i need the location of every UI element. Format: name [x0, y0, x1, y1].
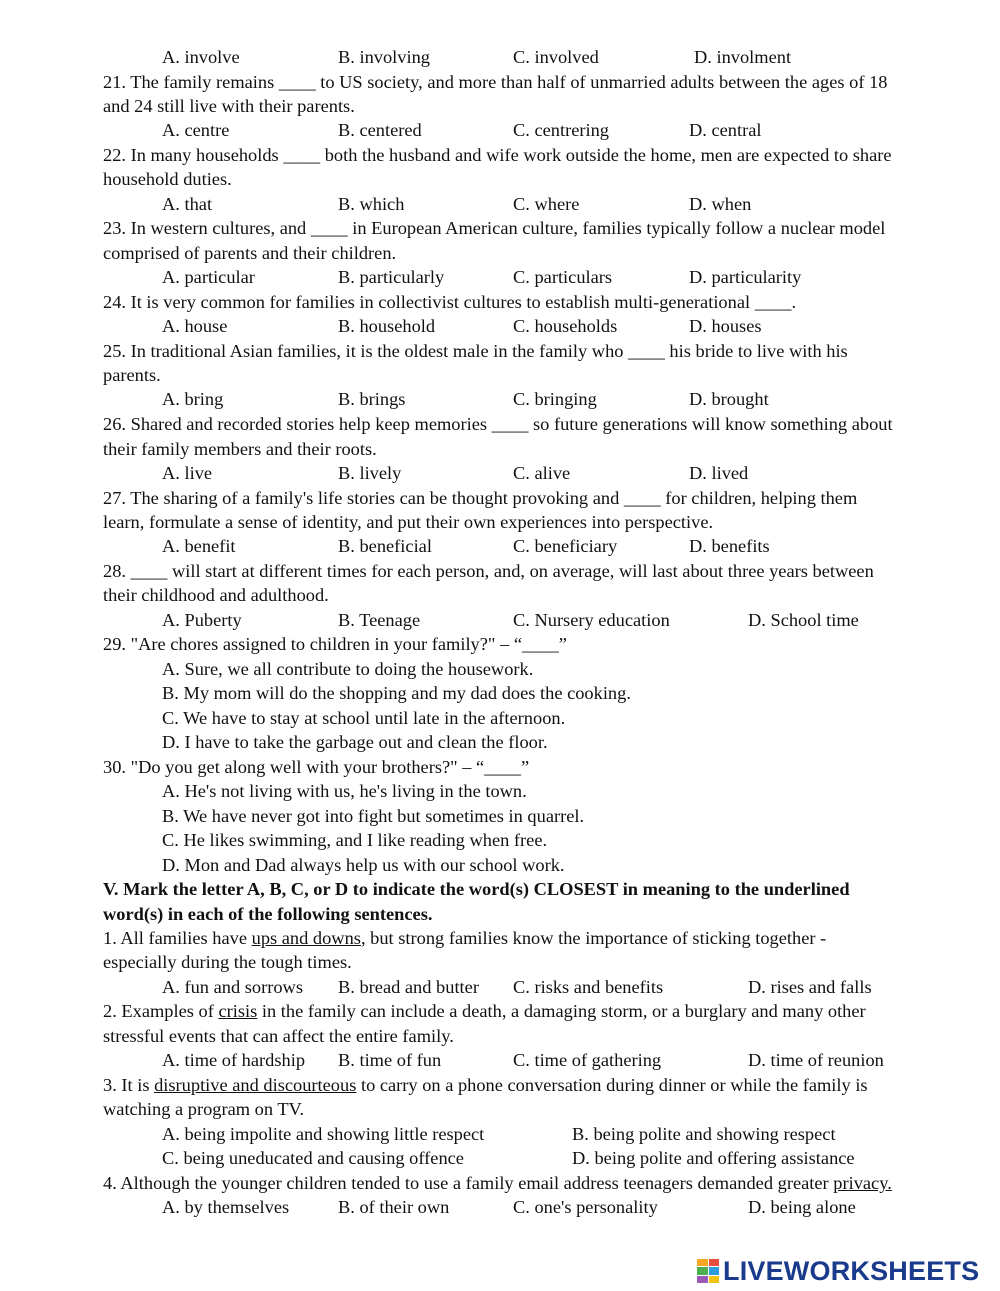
text: in the family can include a death, a damaging storm, or a burglary and many other — [257, 1001, 866, 1021]
s4-stem — [103, 1171, 892, 1195]
q27-options — [0, 534, 1000, 558]
s1-stem-cont: especially during the tough times. — [103, 952, 352, 972]
s4-options — [0, 1195, 1000, 1219]
option-b[interactable]: B. We have never got into fight but sometimes in quarrel. — [162, 806, 585, 826]
q30-stem: 30. "Do you get along well with your brothers?" – “____” — [103, 757, 530, 777]
text: 1. All families have — [103, 928, 252, 948]
option-b[interactable]: B. involving — [338, 47, 430, 67]
option-b[interactable]: B. particularly — [338, 267, 445, 287]
option-c[interactable]: C. He likes swimming, and I like reading when free. — [162, 830, 548, 850]
option-d[interactable]: D. benefits — [689, 536, 770, 556]
option-c[interactable]: C. households — [513, 316, 618, 336]
s2-stem-cont: stressful events that can affect the entire family. — [103, 1026, 454, 1046]
option-c[interactable]: C. time of gathering — [513, 1050, 662, 1070]
option-b[interactable]: B. centered — [338, 120, 422, 140]
liveworksheets-logo-icon — [697, 1259, 719, 1283]
s1-stem — [103, 926, 826, 950]
option-b[interactable]: B. brings — [338, 389, 406, 409]
option-a[interactable]: A. benefit — [162, 536, 236, 556]
option-b[interactable]: B. bread and butter — [338, 977, 479, 997]
option-d[interactable]: D. time of reunion — [748, 1050, 884, 1070]
q22-options — [0, 192, 1000, 216]
option-a[interactable]: A. time of hardship — [162, 1050, 306, 1070]
q26-options — [0, 461, 1000, 485]
option-c[interactable]: C. one's personality — [513, 1197, 658, 1217]
section-heading-cont: word(s) in each of the following sentences. — [103, 904, 433, 924]
option-d[interactable]: D. particularity — [689, 267, 802, 287]
option-d[interactable]: D. lived — [689, 463, 749, 483]
text: to carry on a phone conversation during dinner or while the family is — [356, 1075, 868, 1095]
q27-stem-cont: learn, formulate a sense of identity, and put their own experiences into perspective. — [103, 512, 714, 532]
option-a[interactable]: A. involve — [162, 47, 240, 67]
option-d[interactable]: D. houses — [689, 316, 762, 336]
q21-stem-cont: and 24 still live with their parents. — [103, 96, 355, 116]
option-a[interactable]: A. Puberty — [162, 610, 242, 630]
option-c[interactable]: C. particulars — [513, 267, 613, 287]
q28-stem-cont: their childhood and adulthood. — [103, 585, 329, 605]
q28-options — [0, 608, 1000, 632]
liveworksheets-logo[interactable] — [697, 1257, 979, 1285]
q21-stem: 21. The family remains ____ to US society, and more than half of unmarried adults between the ages of 18 — [103, 72, 888, 92]
option-c[interactable]: C. We have to stay at school until late in the afternoon. — [162, 708, 566, 728]
option-d[interactable]: D. rises and falls — [748, 977, 872, 997]
option-a[interactable]: A. being impolite and showing little respect — [162, 1124, 485, 1144]
option-c[interactable]: C. where — [513, 194, 580, 214]
option-c[interactable]: C. centrering — [513, 120, 610, 140]
option-d[interactable]: D. when — [689, 194, 752, 214]
q22-stem: 22. In many households ____ both the husband and wife work outside the home, men are expected to share — [103, 145, 892, 165]
option-a[interactable]: A. He's not living with us, he's living in the town. — [162, 781, 527, 801]
underlined-term: disruptive and discourteous — [154, 1075, 357, 1095]
option-d[interactable]: D. being polite and offering assistance — [572, 1148, 855, 1168]
option-c[interactable]: C. involved — [513, 47, 599, 67]
option-a[interactable]: A. fun and sorrows — [162, 977, 303, 997]
underlined-term: privacy. — [833, 1173, 892, 1193]
q24-options — [0, 314, 1000, 338]
option-d[interactable]: D. brought — [689, 389, 769, 409]
s2-options — [0, 1048, 1000, 1072]
option-b[interactable]: B. household — [338, 316, 436, 336]
q26-stem-cont: their family members and their roots. — [103, 439, 377, 459]
option-a[interactable]: A. Sure, we all contribute to doing the housework. — [162, 659, 534, 679]
option-d[interactable]: D. central — [689, 120, 762, 140]
option-c[interactable]: C. Nursery education — [513, 610, 670, 630]
s2-stem — [103, 999, 866, 1023]
q24-stem: 24. It is very common for families in collectivist cultures to establish multi-generational ____. — [103, 292, 797, 312]
q25-stem-cont: parents. — [103, 365, 161, 385]
option-d[interactable]: D. Mon and Dad always help us with our school work. — [162, 855, 565, 875]
option-b[interactable]: B. of their own — [338, 1197, 450, 1217]
option-a[interactable]: A. bring — [162, 389, 224, 409]
logo-text: LIVEWORKSHEETS — [723, 1255, 980, 1286]
option-b[interactable]: B. being polite and showing respect — [572, 1124, 836, 1144]
option-b[interactable]: B. time of fun — [338, 1050, 442, 1070]
text: 4. Although the younger children tended to use a family email address teenagers demanded greater — [103, 1173, 834, 1193]
s3-options-row1 — [0, 1122, 1000, 1146]
q20-options — [0, 45, 1000, 69]
option-a[interactable]: A. that — [162, 194, 213, 214]
q28-stem: 28. ____ will start at different times for each person, and, on average, will last about three years between — [103, 561, 874, 581]
q25-options — [0, 387, 1000, 411]
q23-stem-cont: comprised of parents and their children. — [103, 243, 397, 263]
section-heading: V. Mark the letter A, B, C, or D to indicate the word(s) CLOSEST in meaning to the underlined — [103, 879, 850, 899]
text: 2. Examples of — [103, 1001, 219, 1021]
option-c[interactable]: C. beneficiary — [513, 536, 618, 556]
q29-stem: 29. "Are chores assigned to children in your family?" – “____” — [103, 634, 567, 654]
option-c[interactable]: C. bringing — [513, 389, 597, 409]
underlined-term: ups and downs — [251, 928, 361, 948]
q23-stem: 23. In western cultures, and ____ in European American culture, families typically follow a nuclear model — [103, 218, 886, 238]
option-d[interactable]: D. I have to take the garbage out and clean the floor. — [162, 732, 548, 752]
option-a[interactable]: A. house — [162, 316, 228, 336]
q27-stem: 27. The sharing of a family's life stories can be thought provoking and ____ for children, helping them — [103, 488, 858, 508]
option-a[interactable]: A. centre — [162, 120, 230, 140]
text: 3. It is — [103, 1075, 155, 1095]
q26-stem: 26. Shared and recorded stories help keep memories ____ so future generations will know something about — [103, 414, 893, 434]
option-b[interactable]: B. My mom will do the shopping and my dad does the cooking. — [162, 683, 631, 703]
underlined-term: crisis — [218, 1001, 258, 1021]
option-b[interactable]: B. which — [338, 194, 405, 214]
option-b[interactable]: B. Teenage — [338, 610, 421, 630]
option-d[interactable]: D. involment — [694, 47, 792, 67]
option-b[interactable]: B. lively — [338, 463, 402, 483]
option-a[interactable]: A. particular — [162, 267, 255, 287]
s1-options — [0, 975, 1000, 999]
text: , but strong families know the importance of sticking together - — [360, 928, 827, 948]
q21-options — [0, 118, 1000, 142]
q25-stem: 25. In traditional Asian families, it is the oldest male in the family who ____ his bride to live with his — [103, 341, 848, 361]
q22-stem-cont: household duties. — [103, 169, 232, 189]
s3-stem — [103, 1073, 868, 1097]
option-d[interactable]: D. School time — [748, 610, 859, 630]
option-a[interactable]: A. by themselves — [162, 1197, 290, 1217]
option-c[interactable]: C. risks and benefits — [513, 977, 664, 997]
option-a[interactable]: A. live — [162, 463, 213, 483]
s3-stem-cont: watching a program on TV. — [103, 1099, 305, 1119]
option-d[interactable]: D. being alone — [748, 1197, 856, 1217]
option-c[interactable]: C. being uneducated and causing offence — [162, 1148, 464, 1168]
option-c[interactable]: C. alive — [513, 463, 571, 483]
option-b[interactable]: B. beneficial — [338, 536, 432, 556]
s3-options-row2 — [0, 1146, 1000, 1170]
q23-options — [0, 265, 1000, 289]
